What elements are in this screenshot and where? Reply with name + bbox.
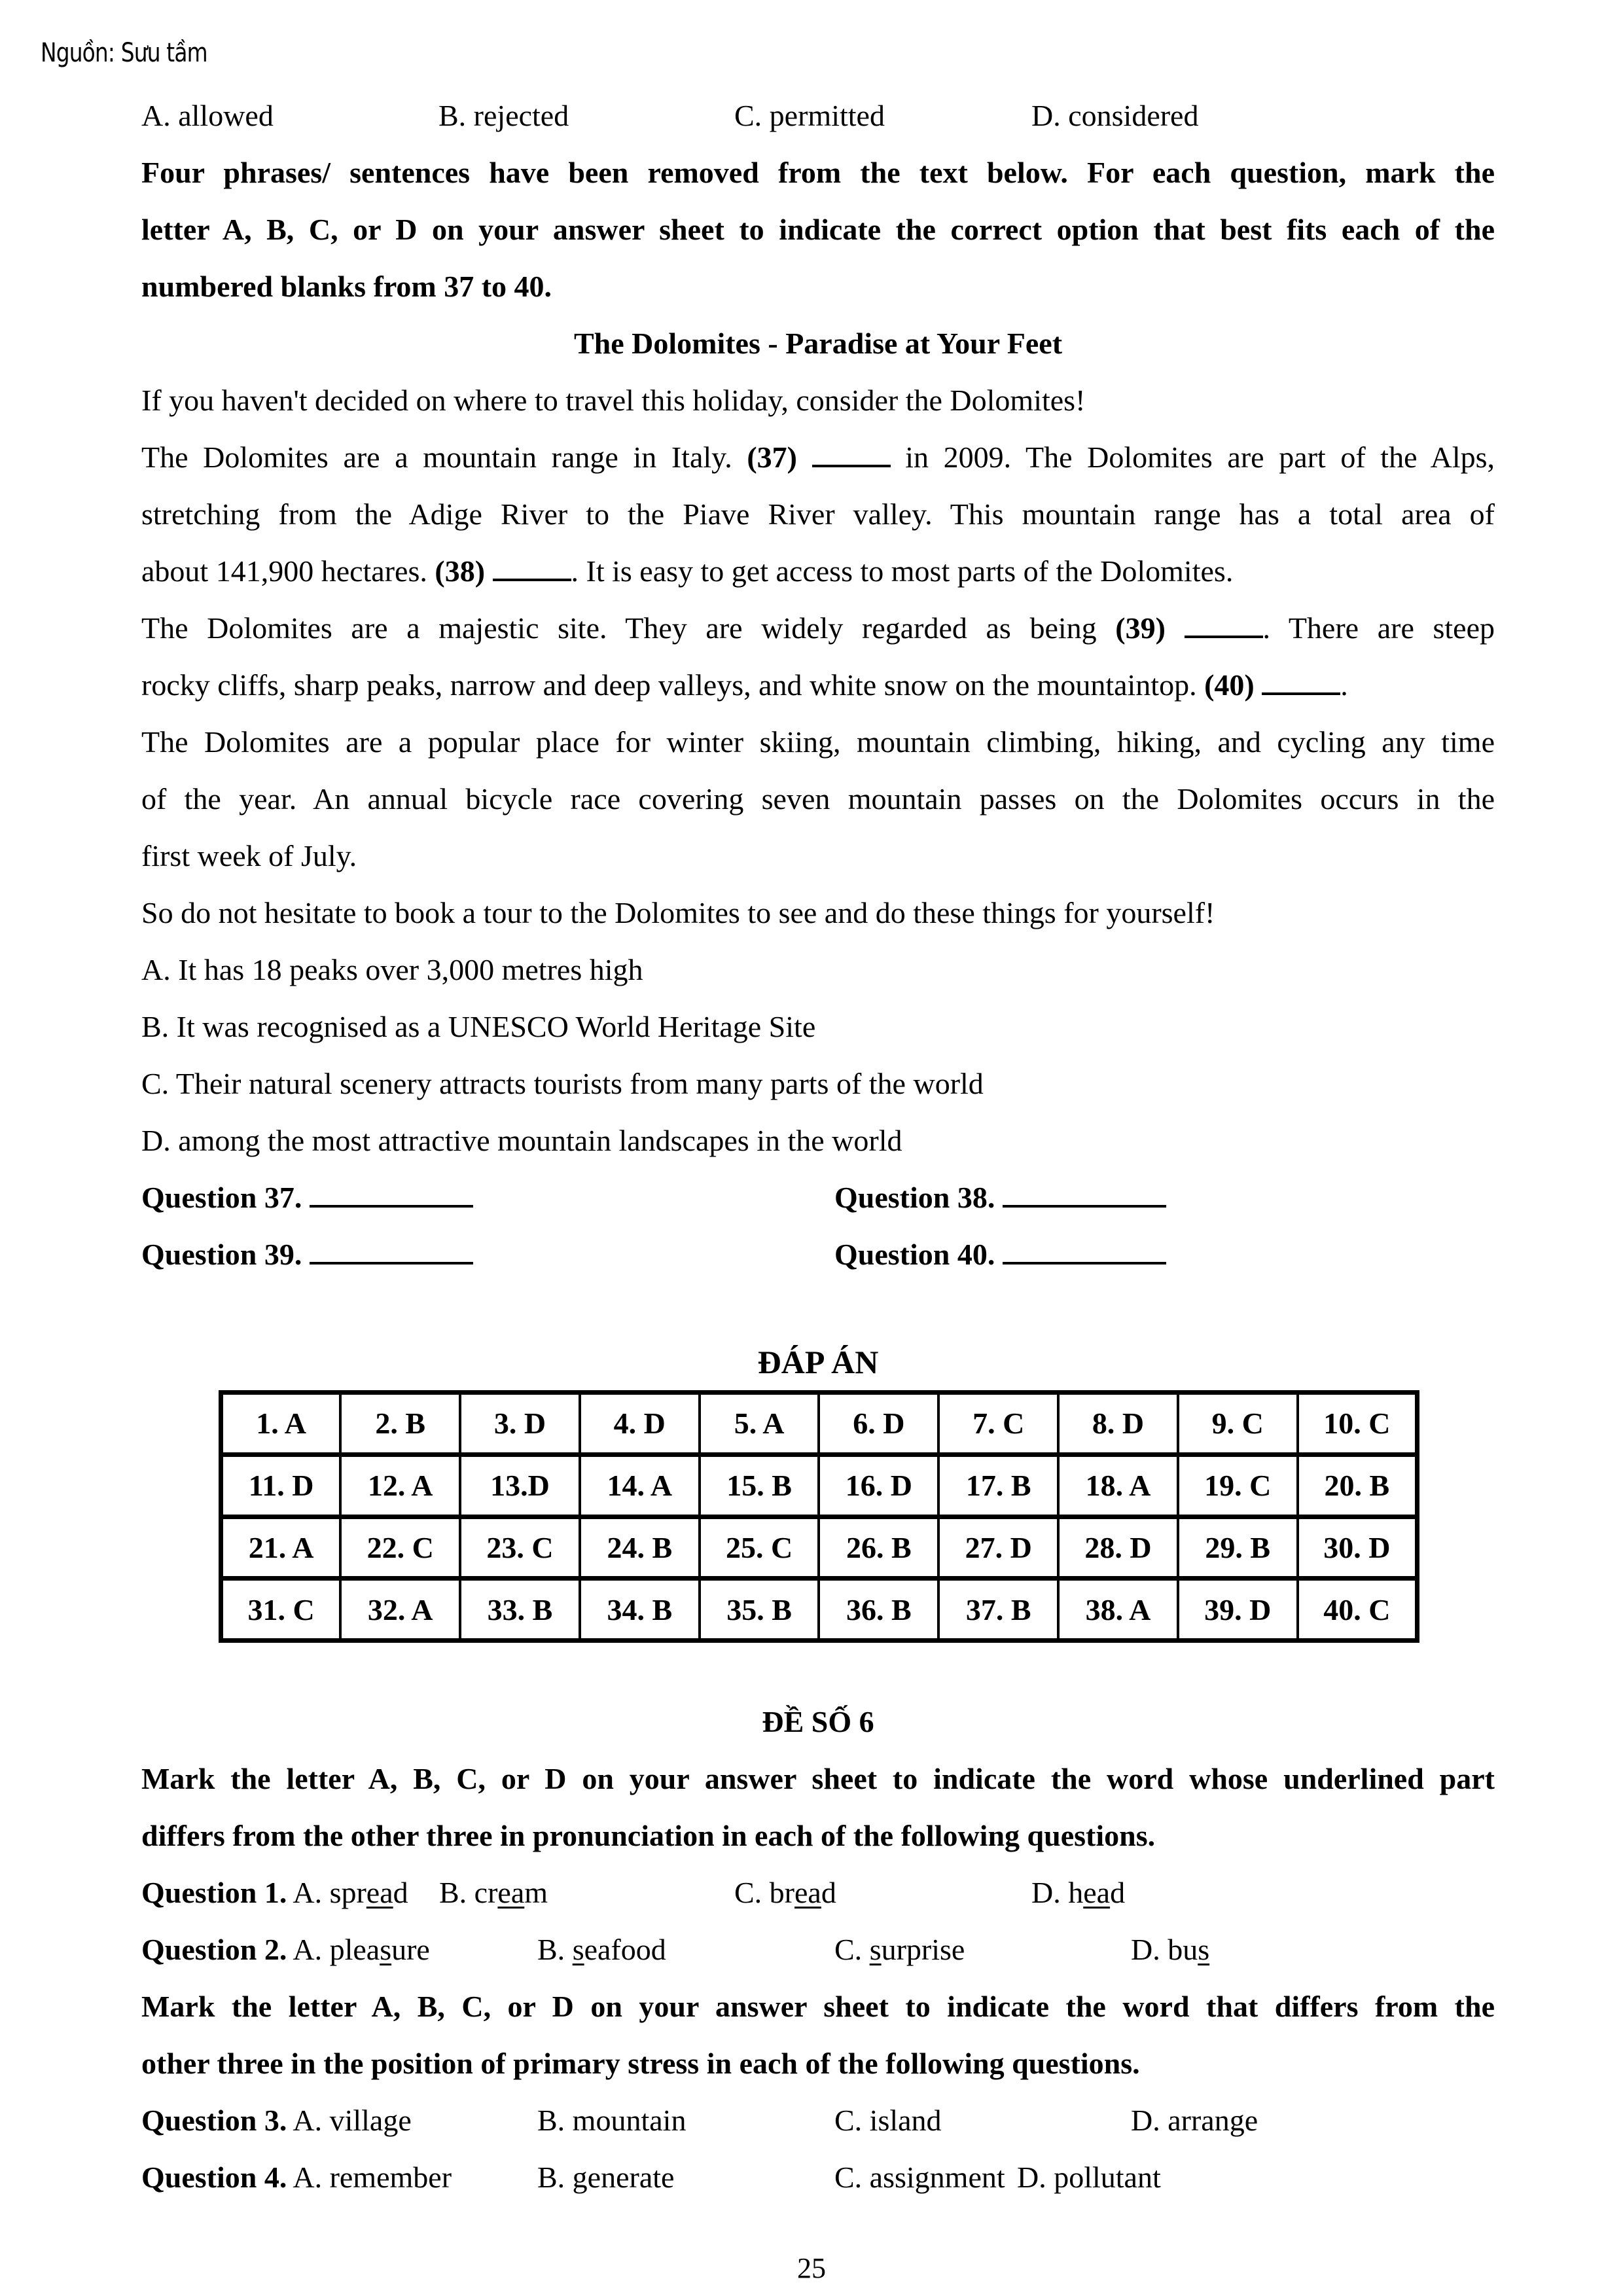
table-row: 1. A 2. B 3. D 4. D 5. A 6. D 7. C 8. D 9. C 10. C (221, 1393, 1418, 1455)
page-number: 25 (797, 2252, 826, 2284)
table-row: 31. C 32. A 33. B 34. B 35. B 36. B 37. B 38. A 39. D 40. C (221, 1579, 1418, 1641)
table-row: 11. D 12. A 13.D 14. A 15. B 16. D 17. B 18. A 19. C 20. B (221, 1454, 1418, 1516)
test-6-section: ĐỀ SỐ 6 Mark the letter A, B, C, or D on your answer sheet to indicate the word whose underlined part differs from the other three in pronunciation in each of the following questions. Question 1. A. spread B. cream C. bread D. head Question 2. A. pleasure B. seafood C. surprise D. bus Mark the letter A, B, C, or D on your answer sheet to indicate the word that differs from the other three in the position of primary stress in each of the following questions. Question 3. A. village B. mountain C. island D. arrange Question 4. A. remember B. generate C. assignment D. pollutant (141, 1693, 1495, 2206)
question-3: Question 3. A. village B. mountain C. island D. arrange (141, 2104, 1258, 2137)
answer-blank-38[interactable] (1003, 1185, 1166, 1208)
option-b: B. rejected (438, 99, 569, 132)
blank-number-39: (39) (1115, 611, 1166, 645)
passage-p3-line1: The Dolomites are a popular place for winter skiing, mountain climbing, hiking, and cycling any time (141, 725, 1495, 759)
answer-blank-40[interactable] (1003, 1242, 1166, 1265)
answer-slot-38: Question 38. (834, 1169, 1166, 1226)
blank-number-37: (37) (747, 440, 797, 474)
passage-intro: If you haven't decided on where to travel this holiday, consider the Dolomites! (141, 384, 1086, 417)
passage-p1-line1: The Dolomites are a mountain range in Italy. (37) in 2009. The Dolomites are part of the Alps, (141, 440, 1495, 474)
prev-question-options (141, 87, 1495, 144)
instruction-37-40: Four phrases/ sentences have been removed from the text below. For each question, mark the letter A, B, C, or D on your answer sheet to indicate the correct option that best fits each of the numbered blanks from 37 to 40. (141, 156, 1495, 303)
answer-slot-39: Question 39. (141, 1226, 473, 1283)
answer-slot-40: Question 40. (834, 1226, 1166, 1283)
option-d: D. considered (1031, 99, 1199, 132)
table-row: 21. A 22. C 23. C 24. B 25. C 26. B 27. D 28. D 29. B 30. D (221, 1516, 1418, 1579)
answer-blank-37[interactable] (310, 1185, 473, 1208)
passage-p2-line1: The Dolomites are a majestic site. They are widely regarded as being (39) . There are steep (141, 611, 1495, 645)
blank-39 (1185, 616, 1263, 638)
choice-b: B. It was recognised as a UNESCO World Heritage Site (141, 1010, 816, 1043)
blank-40 (1262, 673, 1340, 695)
passage-p2-line2: rocky cliffs, sharp peaks, narrow and deep valleys, and white snow on the mountaintop. (40) . (141, 668, 1348, 702)
answer-key-table (219, 1390, 1419, 1643)
passage-p1-line2: stretching from the Adige River to the Piave River valley. This mountain range has a total area of (141, 497, 1495, 531)
blank-37 (812, 445, 891, 467)
option-a: A. allowed (141, 99, 274, 132)
blank-number-40: (40) (1204, 668, 1255, 702)
passage-p3-line2: of the year. An annual bicycle race covering seven mountain passes on the Dolomites occurs in the (141, 782, 1495, 816)
answer-slots-row2 (141, 1226, 1495, 1283)
test-6-title: ĐỀ SỐ 6 (762, 1705, 874, 1738)
answer-blank-39[interactable] (310, 1242, 473, 1265)
passage-p1-line3: about 141,900 hectares. (38) . It is easy to get access to most parts of the Dolomites. (141, 554, 1234, 588)
passage (141, 315, 1495, 1283)
passage-title: The Dolomites - Paradise at Your Feet (573, 327, 1063, 360)
choice-c: C. Their natural scenery attracts tourists from many parts of the world (141, 1067, 984, 1100)
question-2: Question 2. A. pleasure B. seafood C. surprise D. bus (141, 1933, 1210, 1966)
answer-slot-37: Question 37. (141, 1169, 473, 1226)
passage-p3-line3: first week of July. (141, 839, 357, 872)
choice-a: A. It has 18 peaks over 3,000 metres high (141, 953, 643, 986)
choice-d: D. among the most attractive mountain landscapes in the world (141, 1124, 902, 1157)
passage-closing: So do not hesitate to book a tour to the Dolomites to see and do these things for yourself! (141, 896, 1215, 929)
question-4: Question 4. A. remember B. generate C. assignment D. pollutant (141, 2161, 1161, 2194)
question-1: Question 1. A. spread B. cream C. bread D. head (141, 1876, 1126, 1909)
source-header: Nguồn: Sưu tầm (41, 38, 207, 68)
option-c: C. permitted (734, 99, 885, 132)
answer-key-title: ĐÁP ÁN (757, 1344, 879, 1380)
blank-38 (493, 559, 571, 581)
answer-slots-row1 (141, 1169, 1495, 1226)
blank-number-38: (38) (435, 554, 486, 588)
